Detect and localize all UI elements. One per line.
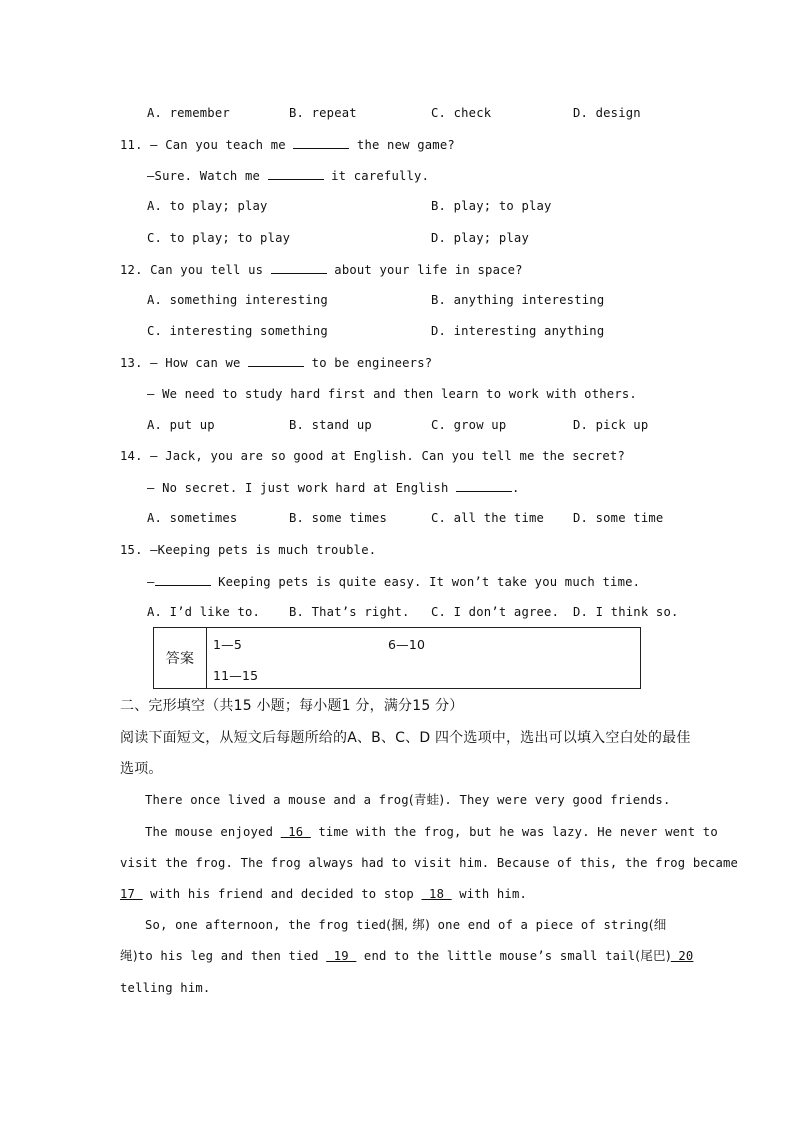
q13-option-c: C. grow up <box>431 418 507 432</box>
q10-option-d: D. design <box>573 106 641 120</box>
blank-19: 19 <box>326 949 357 963</box>
passage-paragraph-3-line-1: So, one afternoon, the frog tied(捆, 绑) one end of a piece of string(细 <box>145 917 667 932</box>
passage-paragraph-3-line-2: 绳)to his leg and then tied 19 end to the little mouse’s small tail(尾巴) 20 <box>120 948 694 963</box>
q14-stem: 14. — Jack, you are so good at English. Can you tell me the secret? <box>120 449 626 463</box>
q11-option-d: D. play; play <box>431 231 529 245</box>
q11-option-b: B. play; to play <box>431 199 552 213</box>
blank-16: 16 <box>280 825 311 839</box>
answer-range-1-5: 1—5 <box>213 637 243 652</box>
q12-option-c: C. interesting something <box>147 324 328 338</box>
q11-option-a: A. to play; play <box>147 199 268 213</box>
q11-blank-1 <box>293 136 349 149</box>
q11-blank-2 <box>268 167 324 180</box>
q13-option-b: B. stand up <box>289 418 372 432</box>
passage-paragraph-2-line-2: visit the frog. The frog always had to visit him. Because of this, the frog became <box>120 856 739 870</box>
q13-blank <box>248 354 304 367</box>
q14-option-a: A. sometimes <box>147 511 238 525</box>
q10-option-c: C. check <box>431 106 492 120</box>
q14-blank <box>456 479 512 492</box>
blank-20: 20 <box>670 949 694 963</box>
answer-range-11-15: 11—15 <box>213 668 259 683</box>
q15-reply: — Keeping pets is quite easy. It won’t take you much time. <box>147 575 641 589</box>
q14-option-d: D. some time <box>573 511 664 525</box>
q13-option-d: D. pick up <box>573 418 649 432</box>
q10-option-b: B. repeat <box>289 106 357 120</box>
passage-paragraph-2-line-3: 17 with his friend and decided to stop 18 with him. <box>120 887 528 901</box>
q12-option-b: B. anything interesting <box>431 293 605 307</box>
q14-option-c: C. all the time <box>431 511 545 525</box>
blank-18: 18 <box>421 887 452 901</box>
q12-option-a: A. something interesting <box>147 293 328 307</box>
q11-option-c: C. to play; to play <box>147 231 291 245</box>
answer-label: 答案 <box>154 628 207 689</box>
q10-option-a: A. remember <box>147 106 230 120</box>
answer-range-6-10: 6—10 <box>388 637 426 652</box>
passage-paragraph-2-line-1: The mouse enjoyed 16 time with the frog, but he was lazy. He never went to <box>145 825 718 839</box>
section-instructions-line-2: 选项。 <box>120 761 163 777</box>
q14-reply: — No secret. I just work hard at English . <box>147 481 520 495</box>
q13-stem: 13. — How can we to be engineers? <box>120 356 433 370</box>
q15-stem: 15. —Keeping pets is much trouble. <box>120 543 377 557</box>
q13-reply: — We need to study hard first and then learn to work with others. <box>147 387 637 401</box>
q14-option-b: B. some times <box>289 511 387 525</box>
q12-option-d: D. interesting anything <box>431 324 605 338</box>
q11-reply: —Sure. Watch me it carefully. <box>147 169 430 183</box>
section-title: 二、完形填空（共15 小题；每小题1 分，满分15 分） <box>120 698 464 714</box>
answer-table <box>153 627 641 689</box>
passage-paragraph-1: There once lived a mouse and a frog(青蛙). They were very good friends. <box>145 792 671 807</box>
q15-option-b: B. That’s right. <box>289 605 410 619</box>
q12-stem: 12. Can you tell us about your life in space? <box>120 263 523 277</box>
section-instructions-line-1: 阅读下面短文，从短文后每题所给的A、B、C、D 四个选项中，选出可以填入空白处的最佳 <box>120 730 691 746</box>
q15-blank <box>155 573 211 586</box>
q12-blank <box>271 261 327 274</box>
q15-option-c: C. I don’t agree. <box>431 605 560 619</box>
answer-cells <box>207 628 641 689</box>
q13-option-a: A. put up <box>147 418 215 432</box>
q15-option-a: A. I’d like to. <box>147 605 261 619</box>
passage-paragraph-3-line-3: telling him. <box>120 981 211 995</box>
q15-option-d: D. I think so. <box>573 605 679 619</box>
q11-stem: 11. — Can you teach me the new game? <box>120 138 455 152</box>
blank-17: 17 <box>120 887 143 901</box>
